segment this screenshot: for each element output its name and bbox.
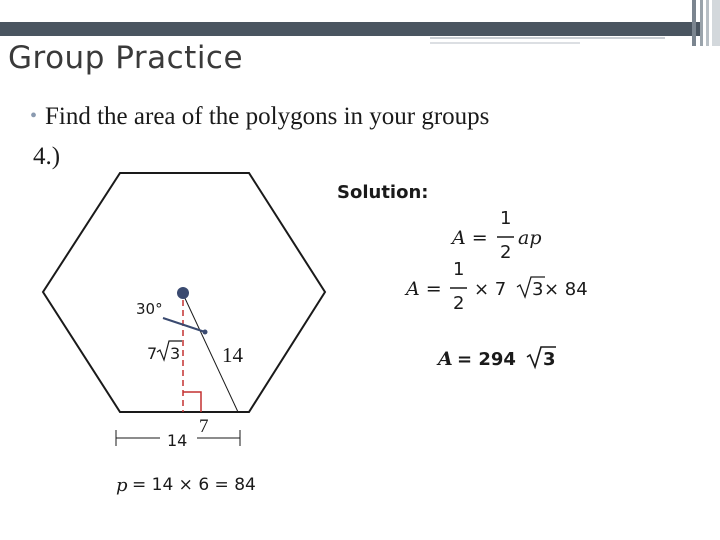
answer-lhs: A <box>438 348 453 370</box>
apothem-coefficient: 7 <box>147 344 158 363</box>
header-stripe-4 <box>712 0 720 46</box>
line1-tail: ap <box>518 227 542 249</box>
line1-numerator: 1 <box>500 208 512 229</box>
formula-line-2 <box>404 259 588 314</box>
half-side-label: 7 <box>199 416 209 437</box>
bullet-item <box>30 103 489 131</box>
item-number: 4.) <box>33 143 61 170</box>
angle-label: 30° <box>136 300 163 318</box>
perimeter-lhs: p <box>116 475 128 496</box>
line2-denominator: 2 <box>453 293 465 314</box>
slide-title: Group Practice <box>8 40 244 76</box>
answer-eq: = 294 <box>457 349 516 370</box>
bullet-text: Find the area of the polygons in your groups <box>45 103 490 130</box>
line2-radicand: 3 <box>532 279 544 300</box>
line2-mid: × 7 <box>474 279 507 300</box>
line2-lhs: A = <box>406 278 442 300</box>
line2-tail: × 84 <box>544 279 588 300</box>
line2-numerator: 1 <box>453 259 465 280</box>
angle-pointer <box>163 318 205 332</box>
side-label: 14 <box>167 431 188 450</box>
radius-label: 14 <box>222 343 243 367</box>
formula-line-1 <box>450 208 542 263</box>
center-dot <box>177 287 189 299</box>
right-angle-mark <box>183 392 201 412</box>
figure-area <box>0 160 720 540</box>
answer-line <box>436 347 556 370</box>
answer-radicand: 3 <box>543 349 556 370</box>
bullet-dot-icon: • <box>30 105 38 127</box>
line1-denominator: 2 <box>500 242 512 263</box>
header-stripe-2 <box>700 0 703 46</box>
header-stripe-1 <box>692 0 696 46</box>
solution-heading: Solution: <box>337 182 429 203</box>
perimeter-rhs: = 14 × 6 = 84 <box>132 475 256 495</box>
line1-lhs: A = <box>452 227 488 249</box>
header-bar-light <box>0 0 720 22</box>
header-bar-dark <box>0 22 700 36</box>
angle-pointer-tip <box>203 330 208 335</box>
header-stripe-3 <box>706 0 709 46</box>
apothem-label <box>147 341 182 363</box>
apothem-radicand: 3 <box>170 344 181 363</box>
